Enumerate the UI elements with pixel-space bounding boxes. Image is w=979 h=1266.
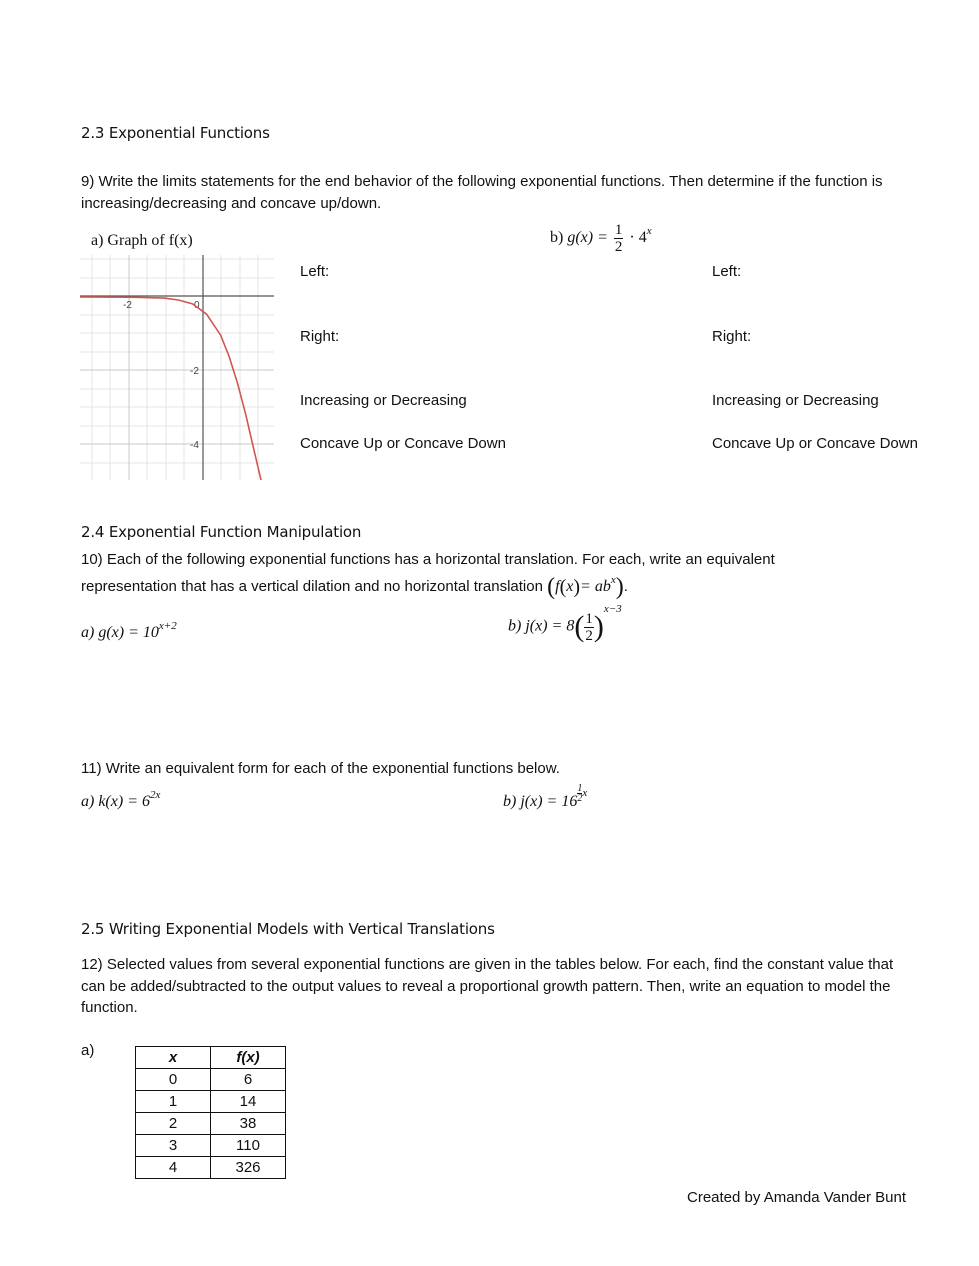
part-b-label: b) — [550, 229, 564, 247]
graph-gridlines — [80, 255, 274, 480]
question-11b-exp-numerator: 1 — [577, 783, 583, 794]
question-9-prompt: 9) Write the limits statements for the end behavior of the following exponential functions. Then determine if the function is increasing/decreasing and concave up/down. — [81, 173, 883, 212]
values-table — [135, 1046, 286, 1179]
question-10a — [81, 619, 177, 642]
question-10b-denominator: 2 — [585, 627, 593, 644]
table-row — [136, 1157, 286, 1179]
table-cell: 110 — [211, 1135, 286, 1157]
table-cell: 6 — [211, 1069, 286, 1091]
question-11a — [81, 788, 161, 811]
part-b-concavity: Concave Up or Concave Down — [712, 435, 918, 452]
section-heading-2-5: 2.5 Writing Exponential Models with Vertical Translations — [81, 920, 495, 938]
question-11b-exp-variable: x — [582, 787, 588, 799]
footer-credit: Created by Amanda Vander Bunt — [687, 1189, 907, 1206]
part-b-function — [550, 222, 652, 255]
table-header-x: x — [136, 1047, 211, 1069]
part-a-label: a) Graph of f(x) — [91, 232, 193, 249]
graph-f — [80, 255, 274, 480]
general-form: $(f(x)= ab^x)$ — [547, 573, 624, 600]
question-11b-base: b) j(x) = 16 — [503, 793, 578, 810]
general-form-rhs: = ab — [580, 578, 611, 595]
graph-curve-f — [80, 297, 263, 480]
tick-label-x-minus2: -2 — [123, 300, 132, 311]
question-10b: b) j(x) = 8( $\frac{1}{2}$ )$^{x-3}$ — [508, 603, 622, 644]
question-11b — [503, 783, 588, 812]
table-cell: 4 — [136, 1157, 211, 1179]
table-cell: 38 — [211, 1113, 286, 1135]
question-10b-numerator: 1 — [585, 610, 593, 627]
tick-label-y-minus4: -4 — [190, 440, 199, 451]
general-form-exponent: x — [610, 573, 616, 586]
g-fraction-denominator: 2 — [614, 239, 623, 255]
general-form-x: x — [566, 578, 574, 595]
graph-major-gridlines — [80, 255, 274, 480]
question-11a-base: a) k(x) = 6 — [81, 793, 150, 810]
g-fraction — [614, 222, 624, 255]
question-11-prompt: 11) Write an equivalent form for each of the exponential functions below. — [81, 760, 560, 777]
table-row — [136, 1069, 286, 1091]
g-lhs: g(x) = — [567, 229, 608, 247]
general-form-f: f — [555, 578, 560, 595]
part-b-increasing-decreasing: Increasing or Decreasing — [712, 392, 879, 409]
g-exponent: x — [646, 224, 652, 237]
part-b-left-label: Left: — [712, 263, 742, 280]
table-cell: 326 — [211, 1157, 286, 1179]
question-10a-base: a) g(x) = 10 — [81, 624, 159, 641]
question-10-line2: representation that has a vertical dilation and no horizontal translation $(f(x)= ab^x)$. — [81, 573, 628, 600]
question-10-line2-text: representation that has a vertical dilation and no horizontal translation — [81, 578, 543, 595]
section-heading-2-3: 2.3 Exponential Functions — [81, 124, 270, 142]
table-cell: 14 — [211, 1091, 286, 1113]
g-base: · 4 — [629, 229, 647, 247]
table-cell: 2 — [136, 1113, 211, 1135]
question-11a-exponent: 2x — [149, 788, 161, 801]
question-10b-exponent: x−3 — [603, 603, 622, 616]
section-heading-2-4: 2.4 Exponential Function Manipulation — [81, 523, 362, 541]
g-fraction-numerator: 1 — [614, 222, 623, 238]
table-header-fx: f(x) — [211, 1047, 286, 1069]
part-b-right-label: Right: — [712, 328, 752, 345]
table-cell: 1 — [136, 1091, 211, 1113]
table-row — [136, 1135, 286, 1157]
tick-label-y-minus2: -2 — [190, 366, 199, 377]
table-row — [136, 1091, 286, 1113]
question-10-prompt: 10) Each of the following exponential functions has a horizontal translation. For each, write an equivalent — [81, 551, 775, 568]
table-cell: 3 — [136, 1135, 211, 1157]
table-row — [136, 1113, 286, 1135]
question-10b-base: b) j(x) = 8 — [508, 617, 575, 635]
part-a-increasing-decreasing: Increasing or Decreasing — [300, 392, 467, 409]
question-10b-fraction — [584, 611, 594, 644]
tick-label-origin: 0 — [194, 300, 200, 311]
table-cell: 0 — [136, 1069, 211, 1091]
question-12a-label: a) — [81, 1042, 95, 1059]
question-10a-exponent: x+2 — [158, 619, 177, 632]
question-11b-exponent — [577, 784, 587, 803]
question-12-prompt: 12) Selected values from several exponential functions are given in the tables below. For each, find the constant value that can be added/subtracted to the output values to reveal a proportional growth pattern. Then, write an equation to model the function. — [81, 956, 894, 1016]
table-header-row — [136, 1047, 286, 1069]
part-a-left-label: Left: — [300, 263, 330, 280]
question-11b-exp-denominator: 2 — [577, 793, 583, 804]
part-a-right-label: Right: — [300, 328, 340, 345]
part-a-concavity: Concave Up or Concave Down — [300, 435, 506, 452]
